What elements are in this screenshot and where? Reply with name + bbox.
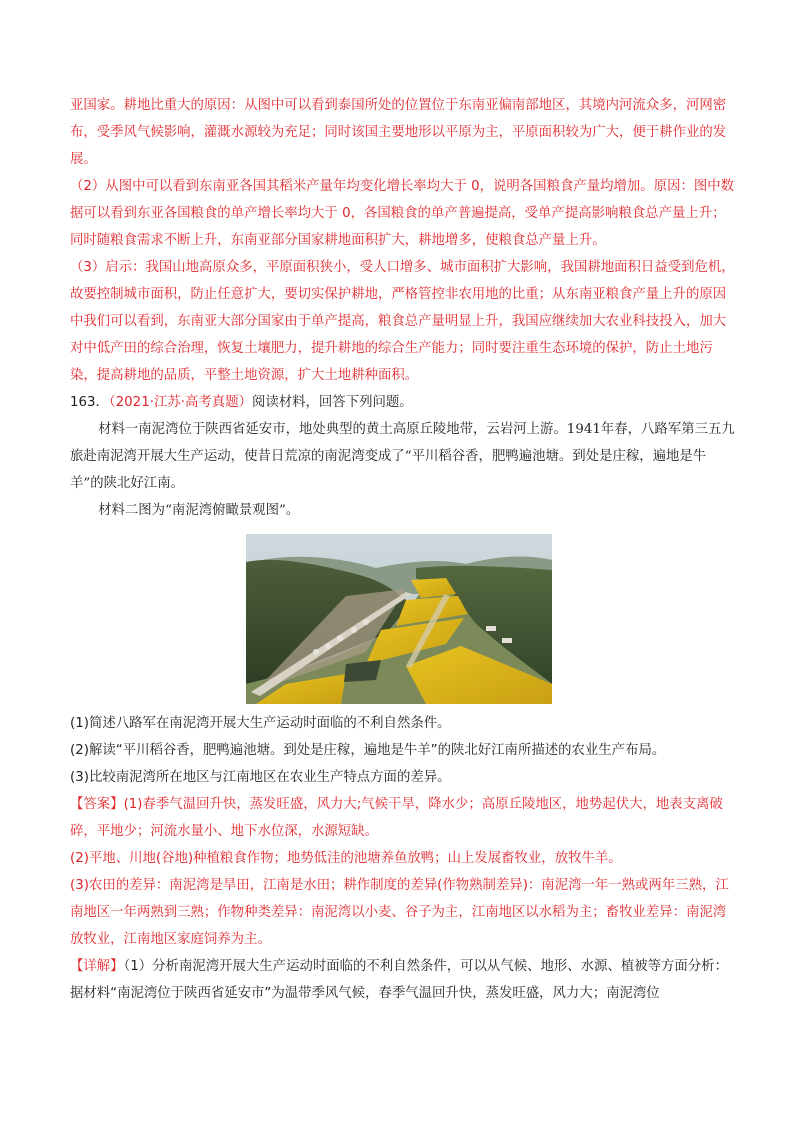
prev-answer-para3: （3）启示：我国山地高原众多，平原面积狭小，受人口增多、城市面积扩大影响，我国耕地面积日益受到危机，故要控制城市面积，防止任意扩大，要切实保护耕地，严格管控非农用地的比重；从东南亚粮食产量上升的原因中我们可以看到，东南亚大部分国家由于单产提高，粮食总产量明显上升，我国应继续加大农业科技投入，加大对中低产田的综合治理，恢复土壤肥力，提升耕地的综合生产能力；同时要注重生态环境的保护，防止土地污染，提高耕地的品质，平整土地资源，扩大土地耕种面积。 — [70, 260, 735, 383]
detail-explanation — [70, 953, 738, 1007]
answer-label: 【答案】 — [70, 797, 124, 812]
material-one: 材料一南泥湾位于陕西省延安市，地处典型的黄土高原丘陵地带，云岩河上游。1941年春，八路军第三五九旅赴南泥湾开展大生产运动，使昔日荒凉的南泥湾变成了“平川稻谷香，肥鸭遍池塘。到处是庄稼，遍地是牛羊”的陕北好江南。 — [70, 422, 735, 491]
answer-1-text: (1)春季气温回升快，蒸发旺盛，风力大;气候干旱，降水少；高原丘陵地区，地势起伏大，地表支离破碎，平地少；河流水量小、地下水位深，水源短缺。 — [70, 797, 723, 839]
question-source: （2021·江苏·高考真题） — [108, 395, 252, 410]
sub-question-3: (3)比较南泥湾所在地区与江南地区在农业生产特点方面的差异。 — [70, 770, 451, 785]
nanniwan-aerial-photo — [246, 534, 552, 704]
aerial-landscape-image — [246, 534, 552, 704]
sub-question-1: (1)简述八路军在南泥湾开展大生产运动时面临的不利自然条件。 — [70, 716, 451, 731]
answer-part-1 — [70, 791, 738, 845]
answer-part-2: (2)平地、川地(谷地)种植粮食作物；地势低洼的池塘养鱼放鸭；山上发展畜牧业，放牧牛羊。 — [70, 851, 622, 866]
detail-text: （1）分析南泥湾开展大生产运动时面临的不利自然条件，可以从气候、地形、水源、植被等方面分析：据材料“南泥湾位于陕西省延安市”为温带季风气候，春季气温回升快，蒸发旺盛，风力大；南泥湾位 — [70, 959, 728, 1001]
detail-label: 【详解】 — [70, 959, 124, 974]
answer-part-3: (3)农田的差异：南泥湾是旱田，江南是水田；耕作制度的差异(作物熟制差异)：南泥湾一年一熟或两年三熟，江南地区一年两熟到三熟；作物种类差异：南泥湾以小麦、谷子为主，江南地区以水稻为主；畜牧业差异：南泥湾放牧业，江南地区家庭饲养为主。 — [70, 878, 729, 947]
prev-answer-para2: （2）从图中可以看到东南亚各国其稻米产量年均变化增长率均大于 0，说明各国粮食产量均增加。原因：图中数据可以看到东亚各国粮食的单产增长率均大于 0，各国粮食的单产普遍提高，受单产提高影响粮食总产量上升；同时随粮食需求不断上升，东南亚部分国家耕地面积扩大，耕地增多，使粮食总产量上升。 — [70, 179, 735, 248]
prev-answer-para1: 亚国家。耕地比重大的原因：从图中可以看到泰国所处的位置位于东南亚偏南部地区，其境内河流众多，河网密布，受季风气候影响，灌溉水源较为充足；同时该国主要地形以平原为主，平原面积较为广大，便于耕作业的发展。 — [70, 98, 727, 167]
material-two: 材料二图为“南泥湾俯瞰景观图”。 — [98, 503, 300, 518]
sub-question-2: (2)解读“平川稻谷香，肥鸭遍池塘。到处是庄稼，遍地是牛羊”的陕北好江南所描述的农业生产布局。 — [70, 743, 666, 758]
question-prompt: 阅读材料，回答下列问题。 — [251, 395, 413, 410]
document-page — [70, 92, 738, 1007]
question-header — [70, 389, 738, 416]
question-number: 163． — [70, 395, 109, 410]
